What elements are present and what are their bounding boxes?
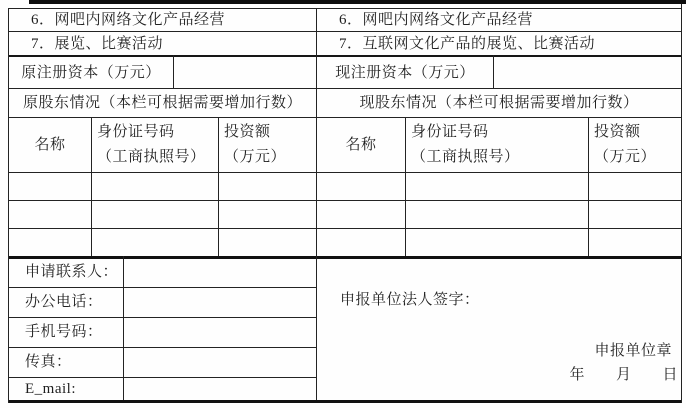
mobile-number-label: 手机号码：	[25, 324, 103, 340]
fax-label: 传真：	[25, 354, 72, 370]
fax-value-cell	[124, 348, 316, 376]
new-shareholders-title: 现股东情况（本栏可根据需要增加行数）	[359, 95, 639, 111]
old-capital-label: 原注册资本（万元）	[21, 64, 161, 81]
contact-person-value-cell	[124, 257, 316, 286]
declaration-cell	[317, 257, 681, 400]
old-shareholder-row	[9, 229, 316, 255]
new-invest-column-header	[589, 118, 686, 172]
id-header-line1: 身份证号码	[97, 124, 175, 140]
new-shareholder-row	[317, 229, 681, 255]
table-right-border	[681, 4, 682, 403]
id-header-line2: （工商执照号）	[411, 149, 520, 165]
invest-header-line1: 投资额	[594, 124, 641, 140]
scope-item-6-old-cell: 6．网吧内网络文化产品经营	[31, 12, 226, 28]
id-header-line2: （工商执照号）	[97, 149, 206, 165]
new-capital-value-cell	[494, 57, 681, 88]
old-id-column-header	[92, 118, 223, 172]
id-header-line1: 身份证号码	[411, 124, 489, 140]
new-capital-label: 现注册资本（万元）	[335, 64, 475, 81]
new-shareholder-row	[317, 201, 681, 227]
new-id-column-header	[406, 118, 593, 172]
mobile-number-value-cell	[124, 318, 316, 346]
email-label: E_mail:	[25, 381, 76, 397]
old-capital-value-cell	[174, 57, 316, 88]
new-shareholder-row	[317, 173, 681, 199]
unit-seal-label: 申报单位章	[594, 343, 672, 359]
new-name-column-header: 名称	[345, 137, 377, 153]
date-label: 年 月 日	[569, 367, 678, 383]
invest-header-line2: （万元）	[224, 149, 287, 165]
old-shareholders-title: 原股东情况（本栏可根据需要增加行数）	[22, 95, 302, 111]
invest-header-line2: （万元）	[594, 149, 657, 165]
scope-item-7-old-cell: 7．展览、比赛活动	[31, 35, 164, 52]
office-phone-value-cell	[124, 288, 316, 316]
legal-person-signature-label: 申报单位法人签字：	[340, 292, 480, 308]
old-invest-column-header	[219, 118, 321, 172]
old-shareholder-row	[9, 201, 316, 227]
old-name-column-header: 名称	[34, 137, 66, 153]
top-crop-border	[29, 0, 686, 4]
old-shareholder-row	[9, 173, 316, 199]
email-value-cell	[124, 378, 316, 400]
invest-header-line1: 投资额	[224, 124, 271, 140]
scope-item-6-new-cell: 6．网吧内网络文化产品经营	[339, 12, 534, 28]
office-phone-label: 办公电话：	[25, 294, 103, 310]
contact-person-label: 申请联系人：	[25, 263, 119, 280]
scope-item-7-new-cell: 7．互联网文化产品的展览、比赛活动	[339, 35, 596, 52]
table-bottom-border	[8, 400, 681, 403]
